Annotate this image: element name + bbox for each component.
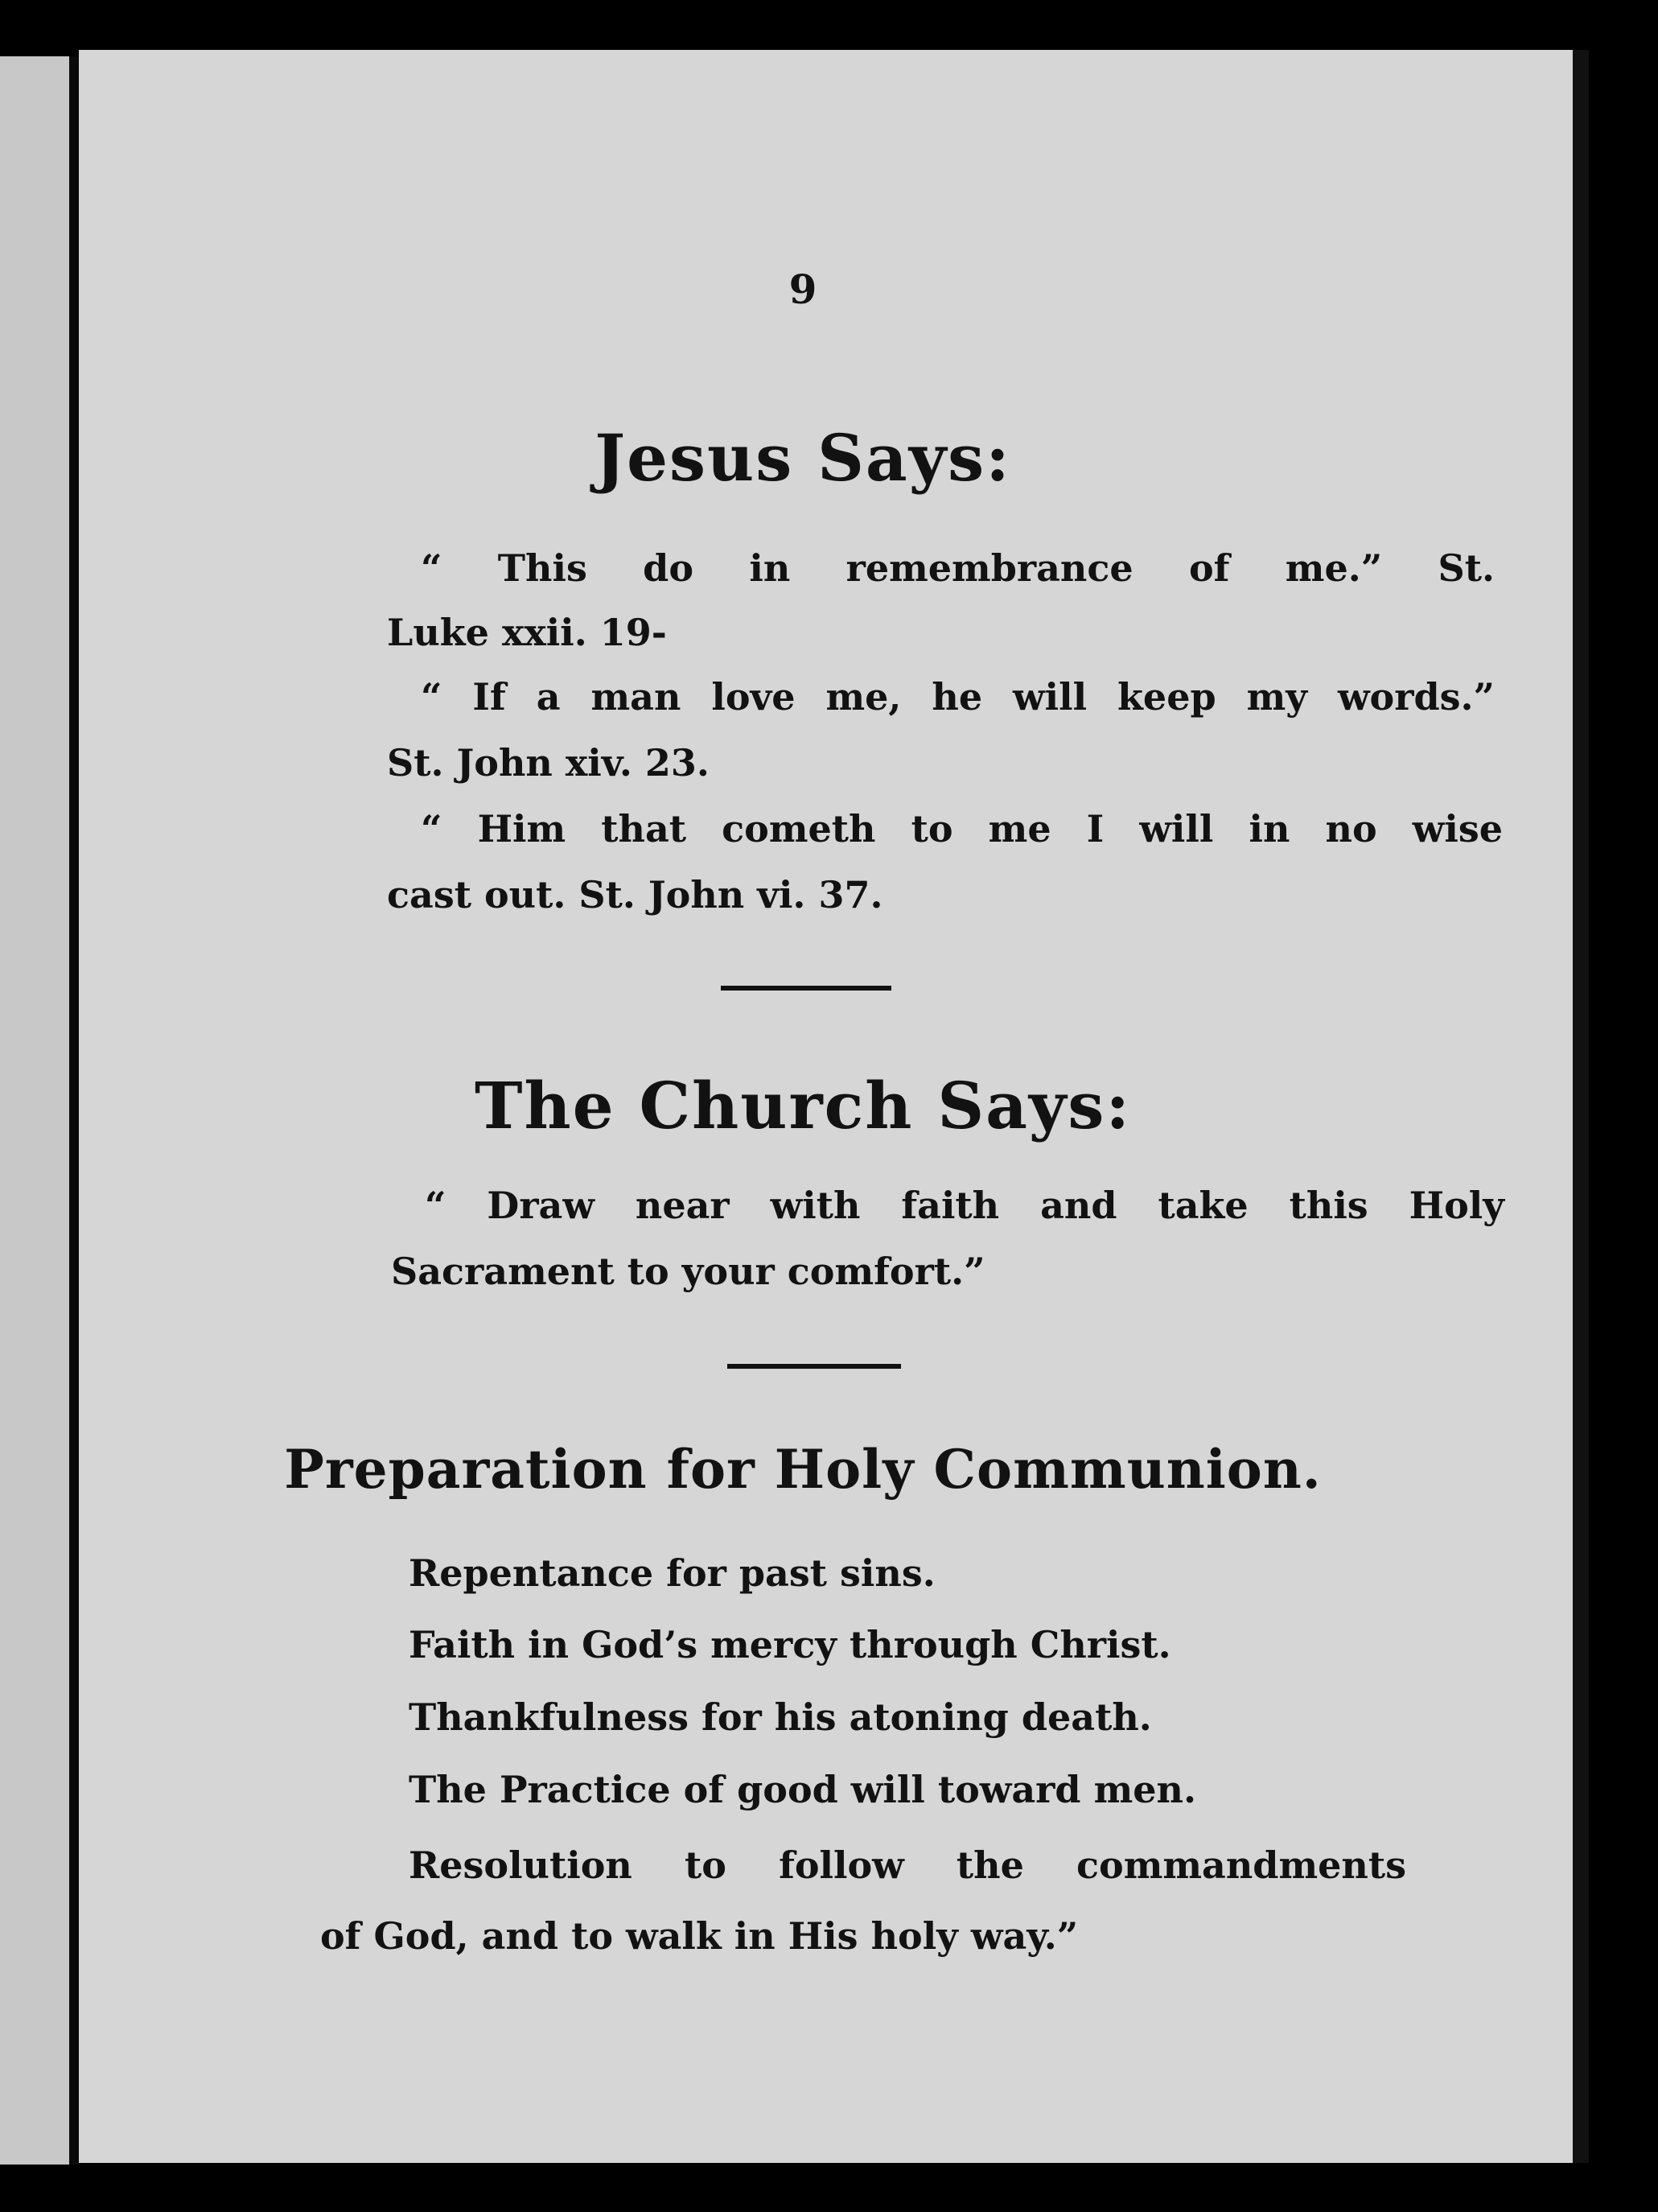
quote-john-xiv-line1: “ If a man love me, he will keep my words.”: [421, 675, 1495, 719]
facing-page-edge: [0, 56, 69, 2165]
quote-john-vi: [308, 797, 1503, 861]
resolution-line2: of God, and to walk in His holy way.”: [320, 1914, 1079, 1958]
quote-church: [312, 1173, 1504, 1238]
heading-jesus-says: Jesus Says:: [594, 420, 1011, 496]
quote-john-vi-line1: “ Him that cometh to me I will in no wise: [421, 807, 1503, 851]
quote-luke-line1: “ This do in remembrance of me.” St.: [421, 546, 1495, 590]
heading-church-says: The Church Says:: [475, 1068, 1131, 1143]
heading-preparation: Preparation for Holy Communion.: [284, 1438, 1322, 1501]
resolution-line1: Resolution to follow the commandments: [409, 1843, 1406, 1887]
quote-john-xiv-line2: St. John xiv. 23.: [387, 741, 710, 785]
quote-john-xiv-line2-block: [387, 731, 1433, 795]
quote-john-xiv: [308, 665, 1495, 729]
quote-church-line2: Sacrament to your comfort.”: [391, 1250, 985, 1293]
preparation-item: Thankfulness for his atoning death.: [409, 1695, 1152, 1739]
quote-luke: [308, 536, 1495, 600]
book-spine: [69, 56, 79, 2165]
page-number: 9: [788, 266, 817, 313]
preparation-item: The Practice of good will toward men.: [409, 1768, 1196, 1811]
page: [79, 50, 1585, 2163]
quote-john-vi-line2: cast out. St. John vi. 37.: [387, 873, 883, 917]
preparation-item-resolution: [320, 1830, 1406, 1971]
divider-rule: [721, 986, 891, 991]
quote-luke-line2: Luke xxii. 19-: [387, 611, 667, 654]
quote-church-line2-block: [391, 1239, 1437, 1304]
divider-rule: [727, 1364, 901, 1369]
quote-john-vi-line2-block: [387, 863, 1433, 927]
page-content: [79, 50, 1585, 2163]
page-right-edge: [1573, 50, 1589, 2163]
preparation-item: Faith in God’s mercy through Christ.: [409, 1623, 1171, 1666]
quote-church-line1: “ Draw near with faith and take this Holy: [425, 1184, 1504, 1227]
preparation-item: Repentance for past sins.: [409, 1551, 936, 1595]
quote-luke-line2-block: [387, 600, 1433, 665]
